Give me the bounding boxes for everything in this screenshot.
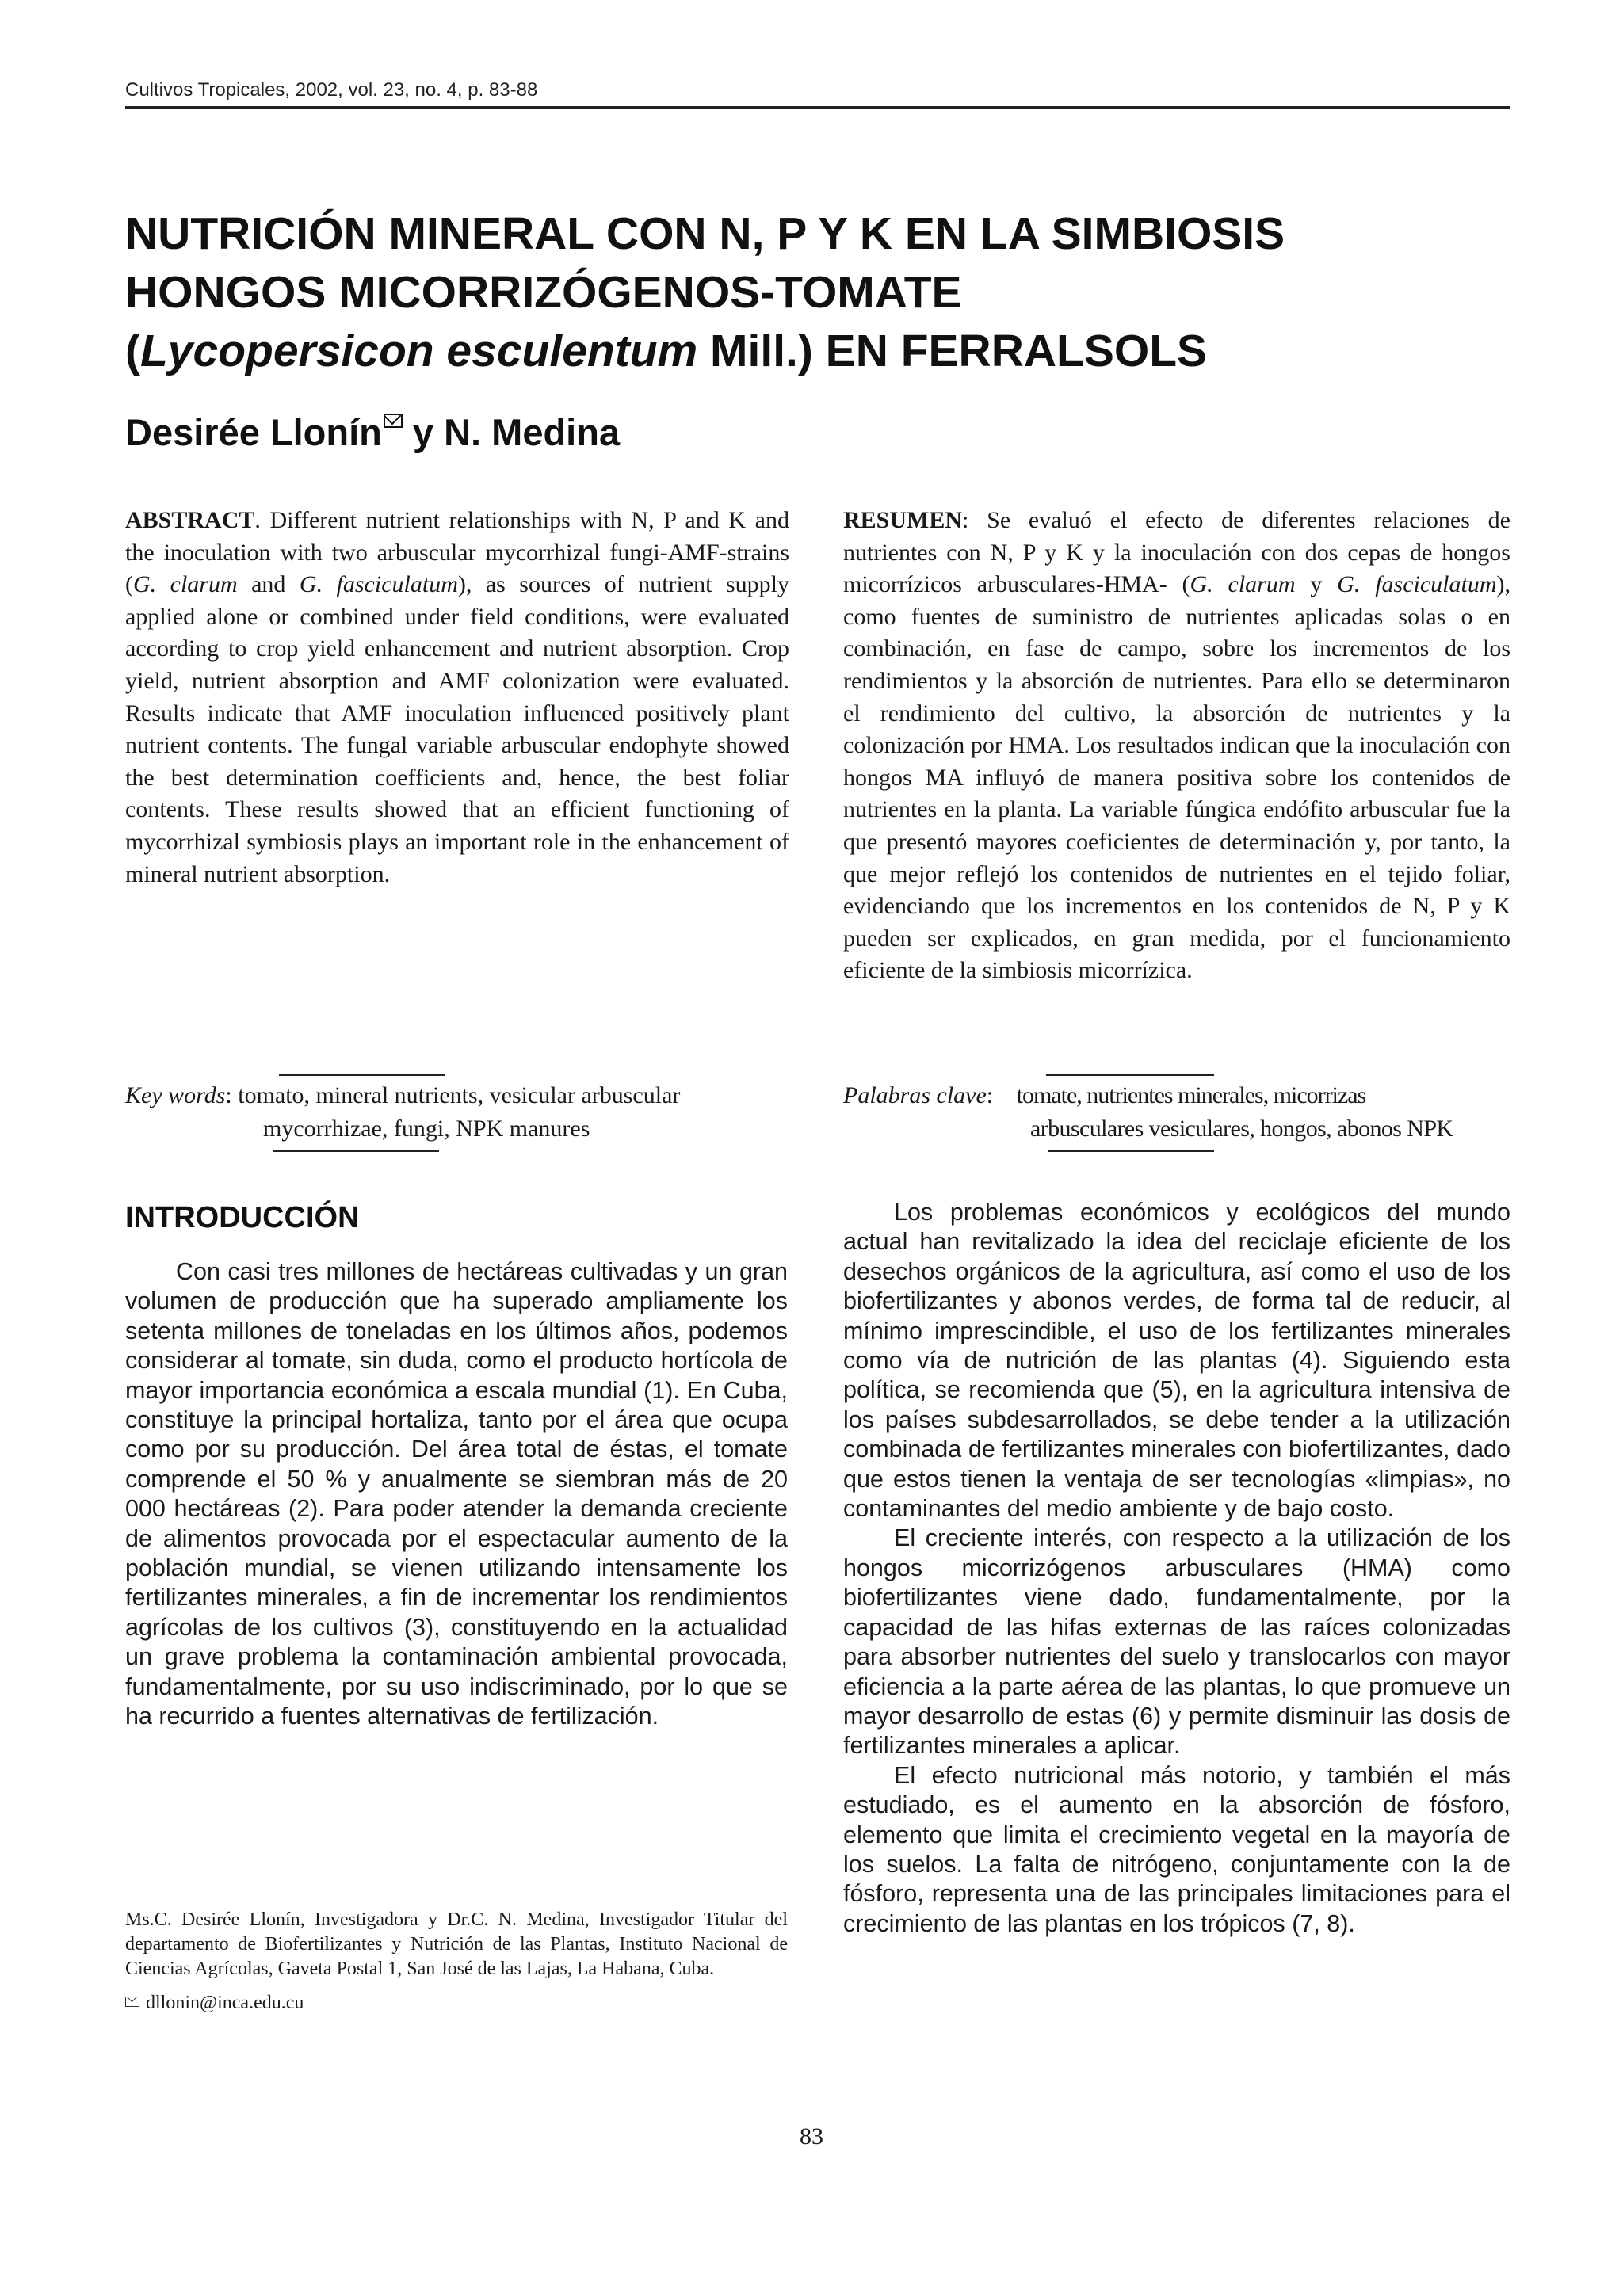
footnote-affiliation: Ms.C. Desirée Llonín, Investigadora y Dr.C. N. Medina, Investigador Titular del departamento de Biofertilizantes y Nutrición de las Plantas, Instituto Nacional de Ciencias Agrícolas, Gaveta Postal 1, San José de las Lajas, La Habana, Cuba. (125, 1909, 788, 1979)
abstract-label: ABSTRACT (125, 507, 255, 533)
body-paragraph: El efecto nutricional más notorio, y también el más estudiado, es el aumento en la absorción de fósforo, elemento que limita el crecimiento vegetal en la mayoría de los suelos. La falta de nitrógeno, conjuntamente con la de fósforo, representa una de las principales limitaciones para el crecimiento de las plantas en los trópicos (7, 8). (843, 1761, 1510, 1937)
footnote-email: dllonin@inca.edu.cu (146, 1993, 304, 2013)
footnote-email-line (125, 1991, 788, 2016)
palabras-clave-label: Palabras clave (843, 1082, 987, 1108)
body-paragraph: Con casi tres millones de hectáreas cultivadas y un gran volumen de producción que ha superado ampliamente los setenta millones de toneladas en los últimos años, podemos considerar al tomate, sin duda, como el producto hortícola de mayor importancia económica a escala mundial (1). En Cuba, constituye la principal hortaliza, tanto por el área que ocupa como por su producción. Del área total de éstas, el tomate comprende el 50 % y anualmente se siembran más de 20 000 hectáreas (2). Para poder atender la demanda creciente de alimentos provocada por el espectacular aumento de la población mundial, se vienen utilizando intensamente los fertilizantes minerales, a fin de incrementar los rendimientos agrícolas de los cultivos (3), constituyendo en la actualidad un grave problema la contaminación ambiental provocada, fundamentalmente, por su uso indiscriminado, por lo que se ha recurrido a fuentes alternativas de fertilización. (125, 1258, 788, 1730)
resumen-text-1: : Se evaluó el efecto de diferentes relaciones de nutrientes con N, P y K y la inoculación con dos cepas de hongos micorrízicos arbusculares-HMA- ( (843, 507, 1510, 598)
keywords-line-1: tomato, mineral nutrients, vesicular arbuscular (238, 1082, 681, 1108)
author-first: Desirée Llonín (125, 411, 382, 453)
title-line-3-rest: Mill.) EN FERRALSOLS (697, 326, 1208, 376)
species-g-clarum: G. clarum (133, 571, 238, 598)
palabras-clave-line-2: arbusculares vesiculares, hongos, abonos NPK (1030, 1116, 1453, 1142)
keywords-rule-bottom-en (273, 1150, 439, 1152)
resumen-y: y (1295, 571, 1338, 598)
section-heading-introduccion: INTRODUCCIÓN (125, 1201, 360, 1234)
especie-g-clarum: G. clarum (1190, 571, 1296, 598)
keywords-rule-top-es (1046, 1074, 1214, 1076)
abstract-text-2: ), as sources of nutrient supply applied alone or combined under field conditions, were evaluated according to crop yield enhancement and nutrient absorption. Crop yield, nutrient absorption and AMF colonization were evaluated. Results indicate that AMF inoculation influenced positively plant nutrient contents. The fungal variable arbuscular endophyte showed the best determination coefficients and, hence, the best foliar contents. These results showed that an efficient functioning of mycorrhizal symbiosis plays an important role in the enhancement of mineral nutrient absorption. (125, 571, 789, 887)
keywords-rule-top-en (279, 1074, 445, 1076)
running-head: Cultivos Tropicales, 2002, vol. 23, no. 4, p. 83-88 (125, 79, 538, 101)
author-footnote (125, 1908, 788, 2016)
keywords-spanish (843, 1079, 1525, 1146)
author-rest: y N. Medina (402, 411, 621, 453)
species-g-fasciculatum: G. fasciculatum (299, 571, 458, 598)
email-envelope-icon (125, 1997, 139, 2007)
page-number: 83 (800, 2123, 823, 2149)
body-column-left (125, 1257, 788, 1732)
abstract-text-1: . Different nutrient relationships with N, P and K and the inoculation with two arbuscular mycorrhizal fungi-AMF-strains ( (125, 507, 789, 598)
palabras-clave-colon: : (986, 1082, 994, 1108)
abstract-spanish (843, 505, 1510, 987)
keywords-english (125, 1079, 807, 1146)
keywords-colon: : (225, 1082, 232, 1108)
article-title (125, 204, 1520, 380)
abstract-and: and (237, 571, 300, 598)
body-column-right (843, 1198, 1510, 1939)
title-line-3-open: ( (125, 326, 140, 376)
keywords-line-2: mycorrhizae, fungi, NPK manures (263, 1116, 590, 1142)
body-paragraph: El creciente interés, con respecto a la utilización de los hongos micorrizógenos arbusculares (HMA) como biofertilizantes viene dado, fundamentalmente, por la capacidad de las hifas externas de las raíces colonizadas para absorber nutrientes del suelo y translocarlos con mayor eficiencia a la parte aérea de las plantas, lo que promueve un mayor desarrollo de estas (6) y permite disminuir las dosis de fertilizantes minerales a aplicar. (843, 1524, 1510, 1760)
body-paragraph: Los problemas económicos y ecológicos del mundo actual han revitalizado la idea del reciclaje eficiente de los desechos orgánicos de la agricultura, así como el uso de los biofertilizantes y abonos verdes, de forma tal de reducir, al mínimo imprescindible, el uso de los fertilizantes minerales como vía de nutrición de las plantas (4). Siguiendo esta política, se recomienda que (5), en la agricultura intensiva de los países subdesarrollados, se debe tender a la utilización combinada de fertilizantes minerales con biofertilizantes, dado que estos tienen la ventaja de ser tecnologías «limpias», no contaminantes del medio ambiente y de bajo costo. (843, 1199, 1510, 1523)
title-species: Lycopersicon esculentum (139, 326, 698, 376)
keywords-rule-bottom-es (1048, 1150, 1214, 1152)
author-line (125, 410, 620, 454)
header-rule (125, 106, 1510, 109)
especie-g-fasciculatum: G. fasciculatum (1337, 571, 1497, 598)
resumen-text-2: ), como fuentes de suministro de nutrientes aplicadas solas o en combinación, en fase de campo, sobre los incrementos de los rendimientos y la absorción de nutrientes. Para ello se determinaron el rendimiento del cultivo, la absorción de nutrientes y la colonización por HMA. Los resultados indican que la inoculación con hongos MA influyó de manera positiva sobre los contenidos de nutrientes en la planta. La variable fúngica endófito arbuscular fue la que presentó mayores coeficientes de determinación y, por tanto, la que mejor reflejó los contenidos de nutrientes en el tejido foliar, evidenciando que los incrementos en los contenidos de N, P y K pueden ser explicados, en gran medida, por el funcionamiento eficiente de la simbiosis micorrízica. (843, 571, 1510, 984)
abstract-english (125, 505, 789, 891)
resumen-label: RESUMEN (843, 507, 963, 533)
palabras-clave-line-1: tomate, nutrientes minerales, micorrizas (1016, 1082, 1366, 1108)
envelope-icon (384, 414, 403, 428)
title-line-2: HONGOS MICORRIZÓGENOS-TOMATE (125, 267, 962, 318)
title-line-1: NUTRICIÓN MINERAL CON N, P Y K EN LA SIMBIOSIS (125, 208, 1285, 259)
keywords-label: Key words (125, 1082, 226, 1108)
